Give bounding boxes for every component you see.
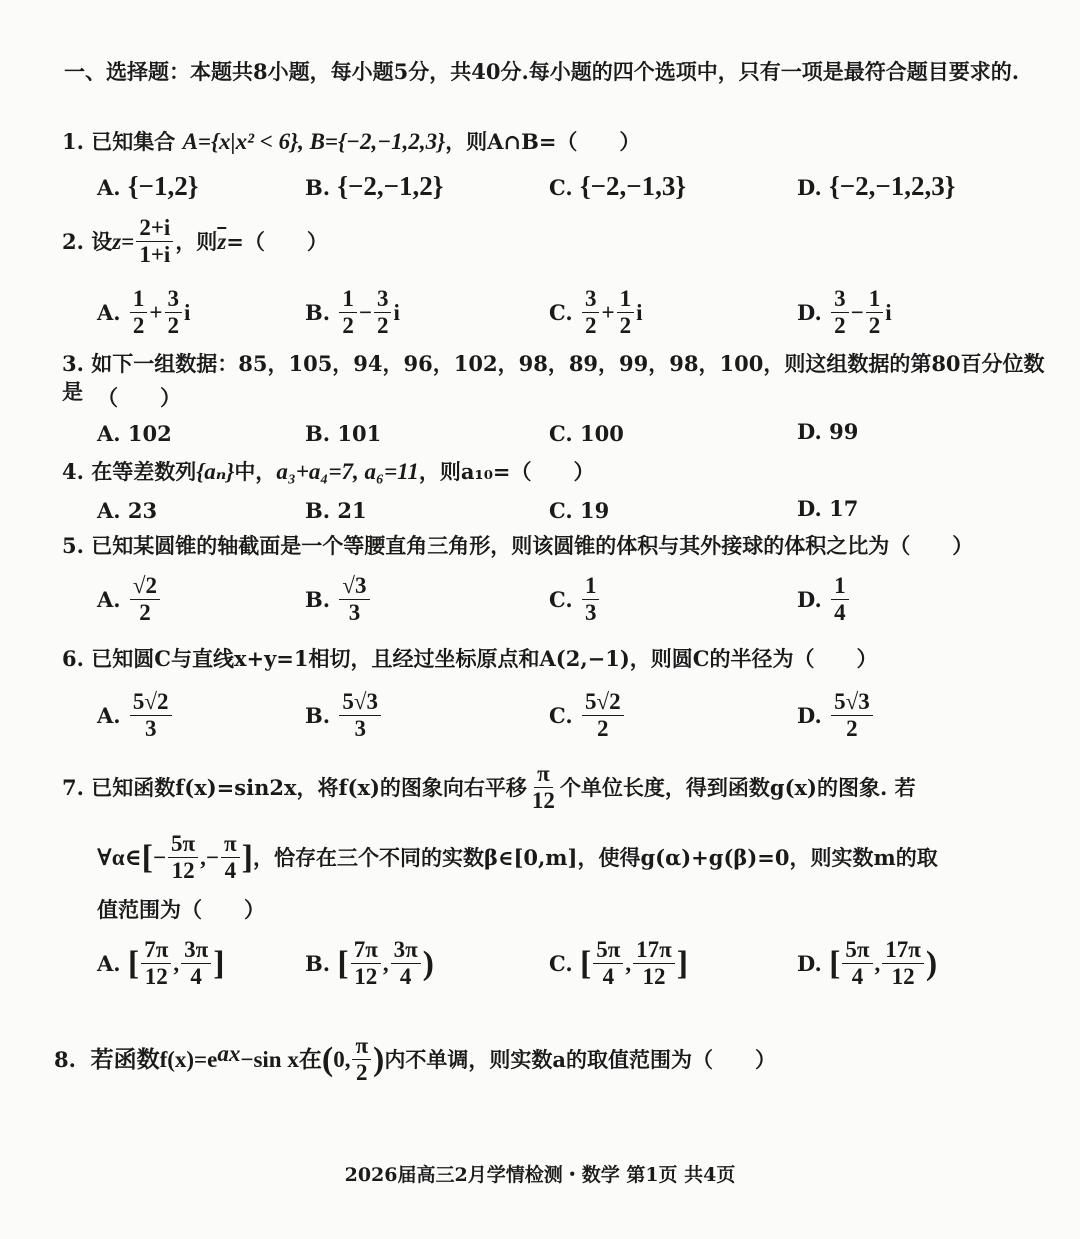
q3-stem: 如下一组数据：85，105，94，96，102，98，89，99，98，100，则这组数据的第80百分位数是	[62, 351, 1045, 404]
q2-fraction: $\frac{2+i}{1+i}$	[136, 216, 173, 267]
q8-exponent: ax	[217, 1041, 241, 1066]
q6-option-c: C. $\frac{5√2}{2}$	[549, 690, 626, 741]
q2-stem-suffix: ，则	[175, 228, 218, 254]
question-3	[62, 350, 1052, 406]
q6-option-d: D. $\frac{5√3}{2}$	[797, 690, 875, 741]
q2-z: z	[112, 228, 122, 254]
q1-stem-prefix: 已知集合	[91, 129, 176, 154]
q7-option-d: D. [ $\frac{5\pi}{4}$ , $\frac{17\pi}{12}$ )	[797, 937, 938, 989]
q7-line3: 值范围为（ ）	[97, 897, 265, 922]
page-footer: 2026届高三2月学情检测・数学 第1页 共4页	[344, 1164, 736, 1186]
q2-stem-tail: =（ ）	[226, 228, 328, 254]
q5-option-b: B. $\frac{√3}{3}$	[305, 574, 372, 625]
question-5	[62, 532, 973, 560]
q3-number: 3.	[62, 351, 84, 376]
q1-option-d: D. {−2,−1,2,3}	[797, 171, 956, 201]
q8-stem-prefix: 若函数f(x)=e	[90, 1046, 218, 1072]
q7-number: 7.	[62, 774, 84, 800]
q2-option-a: A. $\frac{1}{2}$ + $\frac{3}{2}$ i	[97, 286, 191, 338]
q4-stem-prefix: 在等差数列	[91, 459, 197, 484]
q8-stem-suffix: 内不单调，则实数a的取值范围为（ ）	[384, 1046, 776, 1072]
q3-option-b: B. 101	[305, 421, 382, 446]
q6-option-a: A. $\frac{5√2}{3}$	[97, 690, 174, 741]
q4-option-b: B. 21	[305, 498, 367, 523]
q4-stem-mid: 中，	[234, 459, 277, 484]
q1-option-b: B. {−2,−1,2}	[305, 171, 444, 201]
q2-option-b: B. $\frac{1}{2}$ − $\frac{3}{2}$ i	[305, 286, 400, 338]
q3-option-d: D. 99	[797, 419, 859, 444]
q5-stem: 已知某圆锥的轴截面是一个等腰直角三角形，则该圆锥的体积与其外接球的体积之比为（ ）	[91, 533, 974, 558]
q7-option-a: A. [ $\frac{7\pi}{12}$ , $\frac{3\pi}{4}$ ]	[97, 937, 225, 989]
q5-number: 5.	[62, 533, 84, 558]
q2-zbar: $\overline{z}$	[217, 228, 227, 254]
q6-number: 6.	[62, 646, 84, 671]
q2-option-c: C. $\frac{3}{2}$ + $\frac{1}{2}$ i	[549, 286, 643, 338]
q3-option-a: A. 102	[97, 421, 172, 446]
q1-option-c: C. {−2,−1,3}	[549, 171, 687, 201]
q3-stem-line2: （ ）	[97, 385, 181, 410]
q1-option-a: A. {−1,2}	[97, 171, 199, 201]
q7-stem-prefix: 已知函数f(x)=sin2x，将f(x)的图象向右平移	[91, 774, 527, 800]
q4-condition: a₃+a₄=7, a₆=11	[276, 459, 419, 484]
question-4	[62, 458, 595, 486]
q7-option-b: B. [ $\frac{7\pi}{12}$ , $\frac{3\pi}{4}$ )	[305, 937, 434, 989]
q8-stem-mid: −sin x在	[240, 1046, 322, 1072]
q1-expr: A={x|x² < 6}, B={−2,−1,2,3}	[182, 129, 446, 154]
q6-stem: 已知圆C与直线x+y=1相切，且经过坐标原点和A(2,−1)，则圆C的半径为（ ）	[91, 646, 878, 671]
q1-stem-suffix: ，则A∩B=（ ）	[445, 129, 641, 154]
q2-stem-prefix: 设	[91, 228, 113, 254]
q3-option-c: C. 100	[549, 421, 624, 446]
q6-option-b: B. $\frac{5√3}{3}$	[305, 690, 383, 741]
q7-shift: $\frac{\pi}{12}$	[531, 761, 555, 813]
question-2: 2. 设 z = $\frac{2+i}{1+i}$ ，则 $\overline{z}$ =（ ）	[62, 215, 328, 267]
q8-number: 8.	[54, 1046, 76, 1072]
q4-stem-suffix: ，则a₁₀=（ ）	[418, 459, 595, 484]
section-header: 一、选择题：本题共8小题，每小题5分，共40分.每小题的四个选项中，只有一项是最符合题目要求的.	[64, 59, 1020, 84]
question-1	[62, 128, 640, 156]
question-7	[62, 762, 916, 813]
question-8: 8. 若函数f(x)=e ax −sin x在 ( 0, $\frac{\pi}{2}$ ) 内不单调，则实数a的取值范围为（ ）	[54, 1033, 776, 1085]
question-6	[62, 645, 878, 673]
q7-l2-suffix: ，恰存在三个不同的实数β∈[0,m]，使得g(α)+g(β)=0，则实数m的取	[252, 844, 938, 870]
q7-l2-prefix: ∀α∈	[97, 844, 142, 870]
q7-stem-suffix: 个单位长度，得到函数g(x)的图象. 若	[559, 774, 916, 800]
q5-option-c: C. $\frac{1}{3}$	[549, 574, 601, 625]
q4-option-c: C. 19	[549, 498, 610, 523]
q4-option-a: A. 23	[97, 498, 158, 523]
q7-line2: ∀α∈ [ − $\frac{5\pi}{12}$ ,− $\frac{\pi}{4}$ ] ，恰存在三个不同的实数β∈[0,m]，使得g(α)+g(β)=0，则实数m的取	[97, 831, 938, 883]
q2-number: 2.	[62, 228, 84, 254]
q1-number: 1.	[62, 129, 84, 154]
q4-number: 4.	[62, 459, 84, 484]
q2-option-d: D. $\frac{3}{2}$ − $\frac{1}{2}$ i	[797, 286, 892, 338]
q5-option-d: D. $\frac{1}{4}$	[797, 574, 851, 625]
q4-option-d: D. 17	[797, 496, 859, 521]
q7-option-c: C. [ $\frac{5\pi}{4}$ , $\frac{17\pi}{12}$ ]	[549, 937, 689, 989]
q5-option-a: A. $\frac{√2}{2}$	[97, 574, 162, 625]
q4-sequence: {aₙ}	[196, 459, 235, 484]
